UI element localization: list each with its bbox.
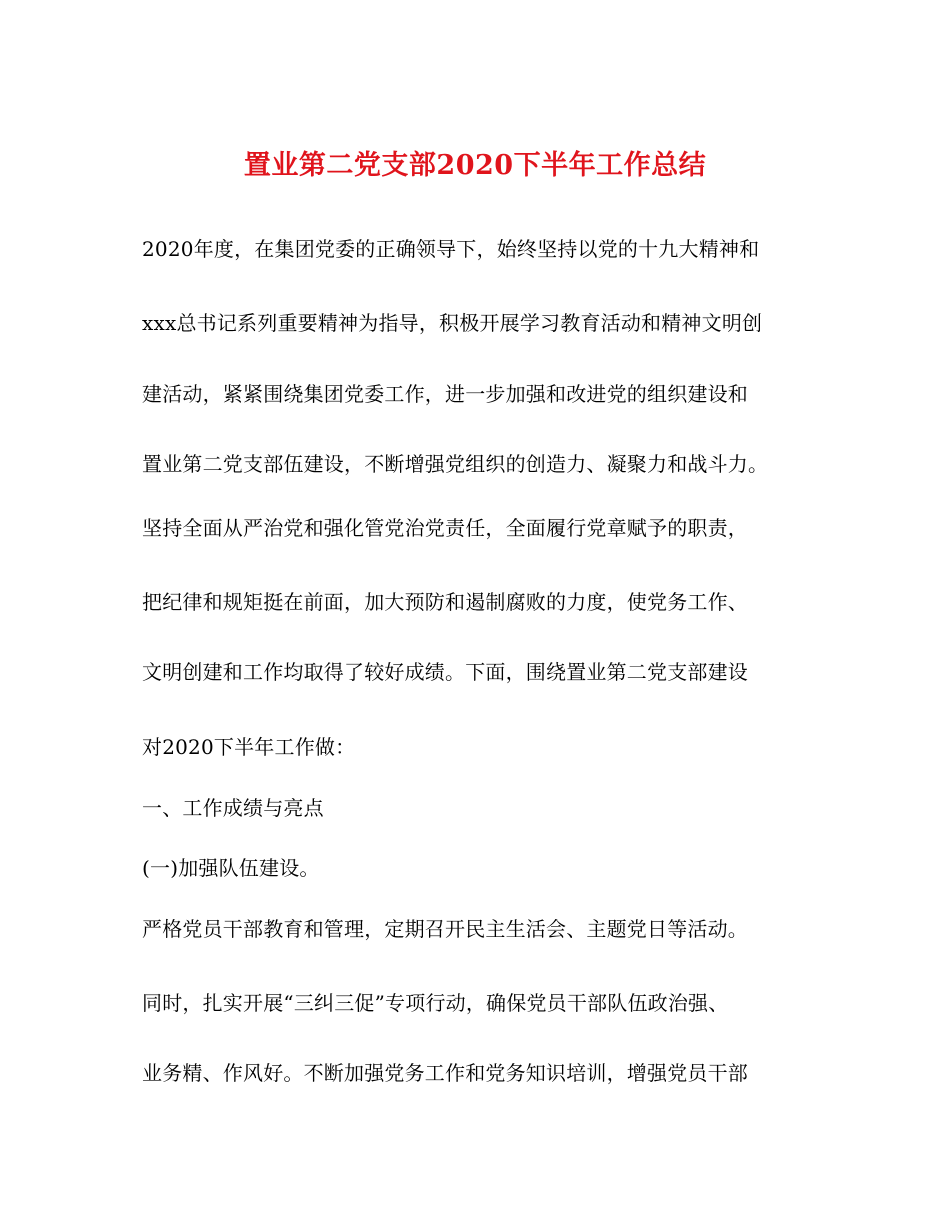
subsection-heading: (一)加强队伍建设。: [142, 856, 320, 880]
body-line: 同时，扎实开展“三纠三促”专项行动，确保党员干部队伍政治强、: [142, 991, 729, 1015]
body-line: xxx总书记系列重要精神为指导，积极开展学习教育活动和精神文明创: [142, 311, 763, 335]
body-line: 坚持全面从严治党和强化管党治党责任，全面履行党章赋予的职责，: [142, 516, 748, 540]
body-line: 置业第二党支部伍建设，不断增强党组织的创造力、凝聚力和战斗力。: [142, 452, 769, 476]
body-line: 严格党员干部教育和管理，定期召开民主生活会、主题党日等活动。: [142, 917, 748, 941]
body-line: 文明创建和工作均取得了较好成绩。下面，围绕置业第二党支部建设: [142, 660, 748, 684]
body-line: 业务精、作风好。不断加强党务工作和党务知识培训，增强党员干部: [142, 1061, 748, 1085]
section-heading: 一、工作成绩与亮点: [142, 796, 324, 820]
document-title: 置业第二党支部2020下半年工作总结: [243, 150, 707, 181]
body-line: 2020年度，在集团党委的正确领导下，始终坚持以党的十九大精神和: [142, 237, 760, 261]
body-line: 建活动，紧紧围绕集团党委工作，进一步加强和改进党的组织建设和: [142, 382, 748, 406]
body-line: 把纪律和规矩挺在前面，加大预防和遏制腐败的力度，使党务工作、: [142, 590, 748, 614]
body-line: 对2020下半年工作做：: [142, 735, 356, 759]
